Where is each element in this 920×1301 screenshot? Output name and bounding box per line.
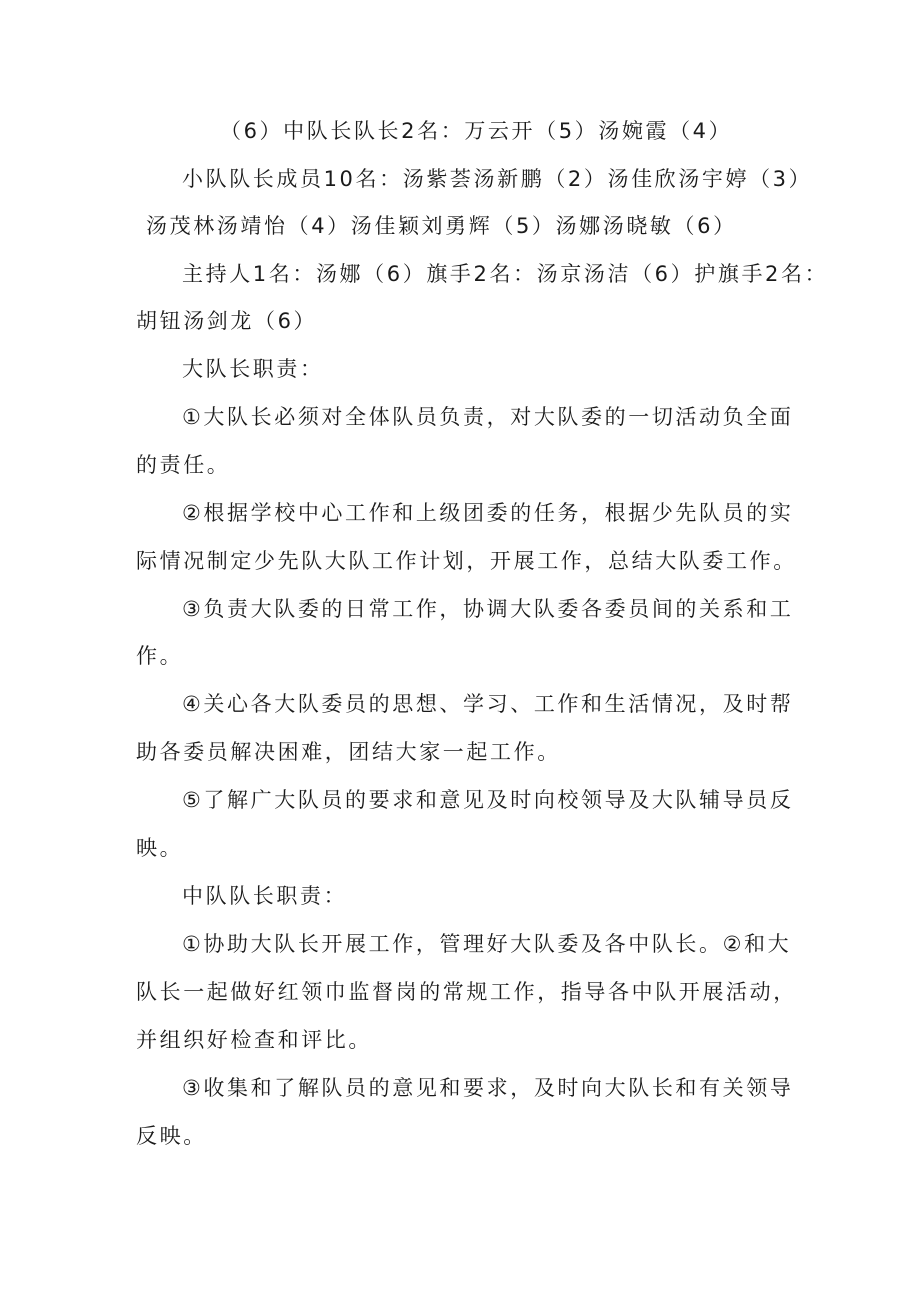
text-line-14: 助各委员解决困难，团结大家一起工作。 xyxy=(136,740,561,764)
section-heading-squadron-leader: 中队队长职责： xyxy=(182,884,348,908)
text-line-16: 映。 xyxy=(136,836,184,860)
text-line-22: 反映。 xyxy=(136,1124,207,1148)
section-heading-brigade-leader: 大队长职责： xyxy=(182,357,324,381)
text-line-10: 际情况制定少先队大队工作计划，开展工作，总结大队委工作。 xyxy=(136,549,797,573)
text-line-21: ③收集和了解队员的意见和要求，及时向大队长和有关领导 xyxy=(182,1076,794,1100)
text-line-5: 胡钮汤剑龙（6） xyxy=(136,309,318,333)
text-line-20: 并组织好检查和评比。 xyxy=(136,1028,372,1052)
text-line-8: 的责任。 xyxy=(136,453,231,477)
text-line-18: ①协助大队长开展工作，管理好大队委及各中队长。②和大 xyxy=(182,932,792,956)
text-line-1: （6）中队长队长2名：万云开（5）汤婉霞（4） xyxy=(220,119,733,143)
text-line-3: 汤茂林汤靖怡（4）汤佳颖刘勇辉（5）汤娜汤晓敏（6） xyxy=(146,214,737,238)
text-line-2: 小队队长成员10名：汤紫荟汤新鹏（2）汤佳欣汤宇婷（3） xyxy=(182,167,813,191)
text-line-19: 队长一起做好红领巾监督岗的常规工作，指导各中队开展活动， xyxy=(136,980,797,1004)
text-line-12: 作。 xyxy=(136,644,184,668)
text-line-11: ③负责大队委的日常工作，协调大队委各委员间的关系和工 xyxy=(182,597,794,621)
text-line-7: ①大队长必须对全体队员负责，对大队委的一切活动负全面 xyxy=(182,405,794,429)
text-line-9: ②根据学校中心工作和上级团委的任务，根据少先队员的实 xyxy=(182,501,794,525)
text-line-13: ④关心各大队委员的思想、学习、工作和生活情况，及时帮 xyxy=(182,692,794,716)
text-line-4: 主持人1名：汤娜（6）旗手2名：汤京汤洁（6）护旗手2名： xyxy=(182,262,829,286)
text-line-15: ⑤了解广大队员的要求和意见及时向校领导及大队辅导员反 xyxy=(182,788,794,812)
